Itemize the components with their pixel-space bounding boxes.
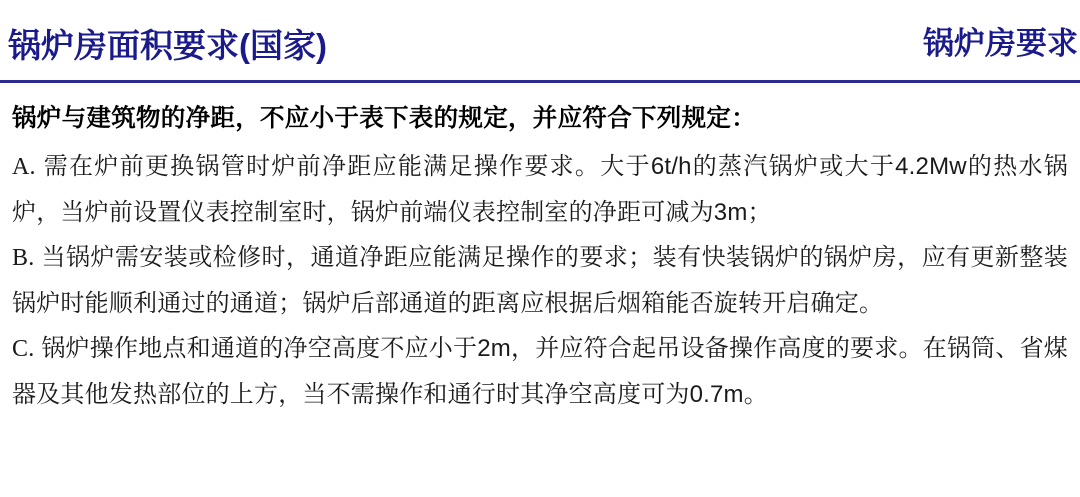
list-item-text: 需在炉前更换锅管时炉前净距应能满足操作要求。大于6t/h的蒸汽锅炉或大于4.2Mw的热水锅炉，当炉前设置仪表控制室时，锅炉前端仪表控制室的净距可减为3m； xyxy=(12,153,1068,226)
header-divider xyxy=(0,80,1080,83)
list-item xyxy=(12,326,1068,417)
list-item-marker: B. xyxy=(12,245,35,271)
list-item-marker: C. xyxy=(12,336,35,362)
list-item-marker: A. xyxy=(12,154,36,180)
slide-header xyxy=(0,0,1080,82)
lead-paragraph: 锅炉与建筑物的净距，不应小于表下表的规定，并应符合下列规定： xyxy=(12,105,756,132)
list-item xyxy=(12,144,1068,235)
list-item xyxy=(12,235,1068,326)
slide-body xyxy=(0,92,1080,417)
section-title: 锅炉房要求 xyxy=(923,26,1078,61)
page-title: 锅炉房面积要求(国家) xyxy=(8,27,327,64)
list-item-text: 锅炉操作地点和通道的净空高度不应小于2m，并应符合起吊设备操作高度的要求。在锅筒、省煤器及其他发热部位的上方，当不需操作和通行时其净空高度可为0.7m。 xyxy=(12,335,1068,408)
list-item-text: 当锅炉需安装或检修时，通道净距应能满足操作的要求；装有快装锅炉的锅炉房，应有更新整装锅炉时能顺利通过的通道；锅炉后部通道的距离应根据后烟箱能否旋转开启确定。 xyxy=(12,244,1068,317)
